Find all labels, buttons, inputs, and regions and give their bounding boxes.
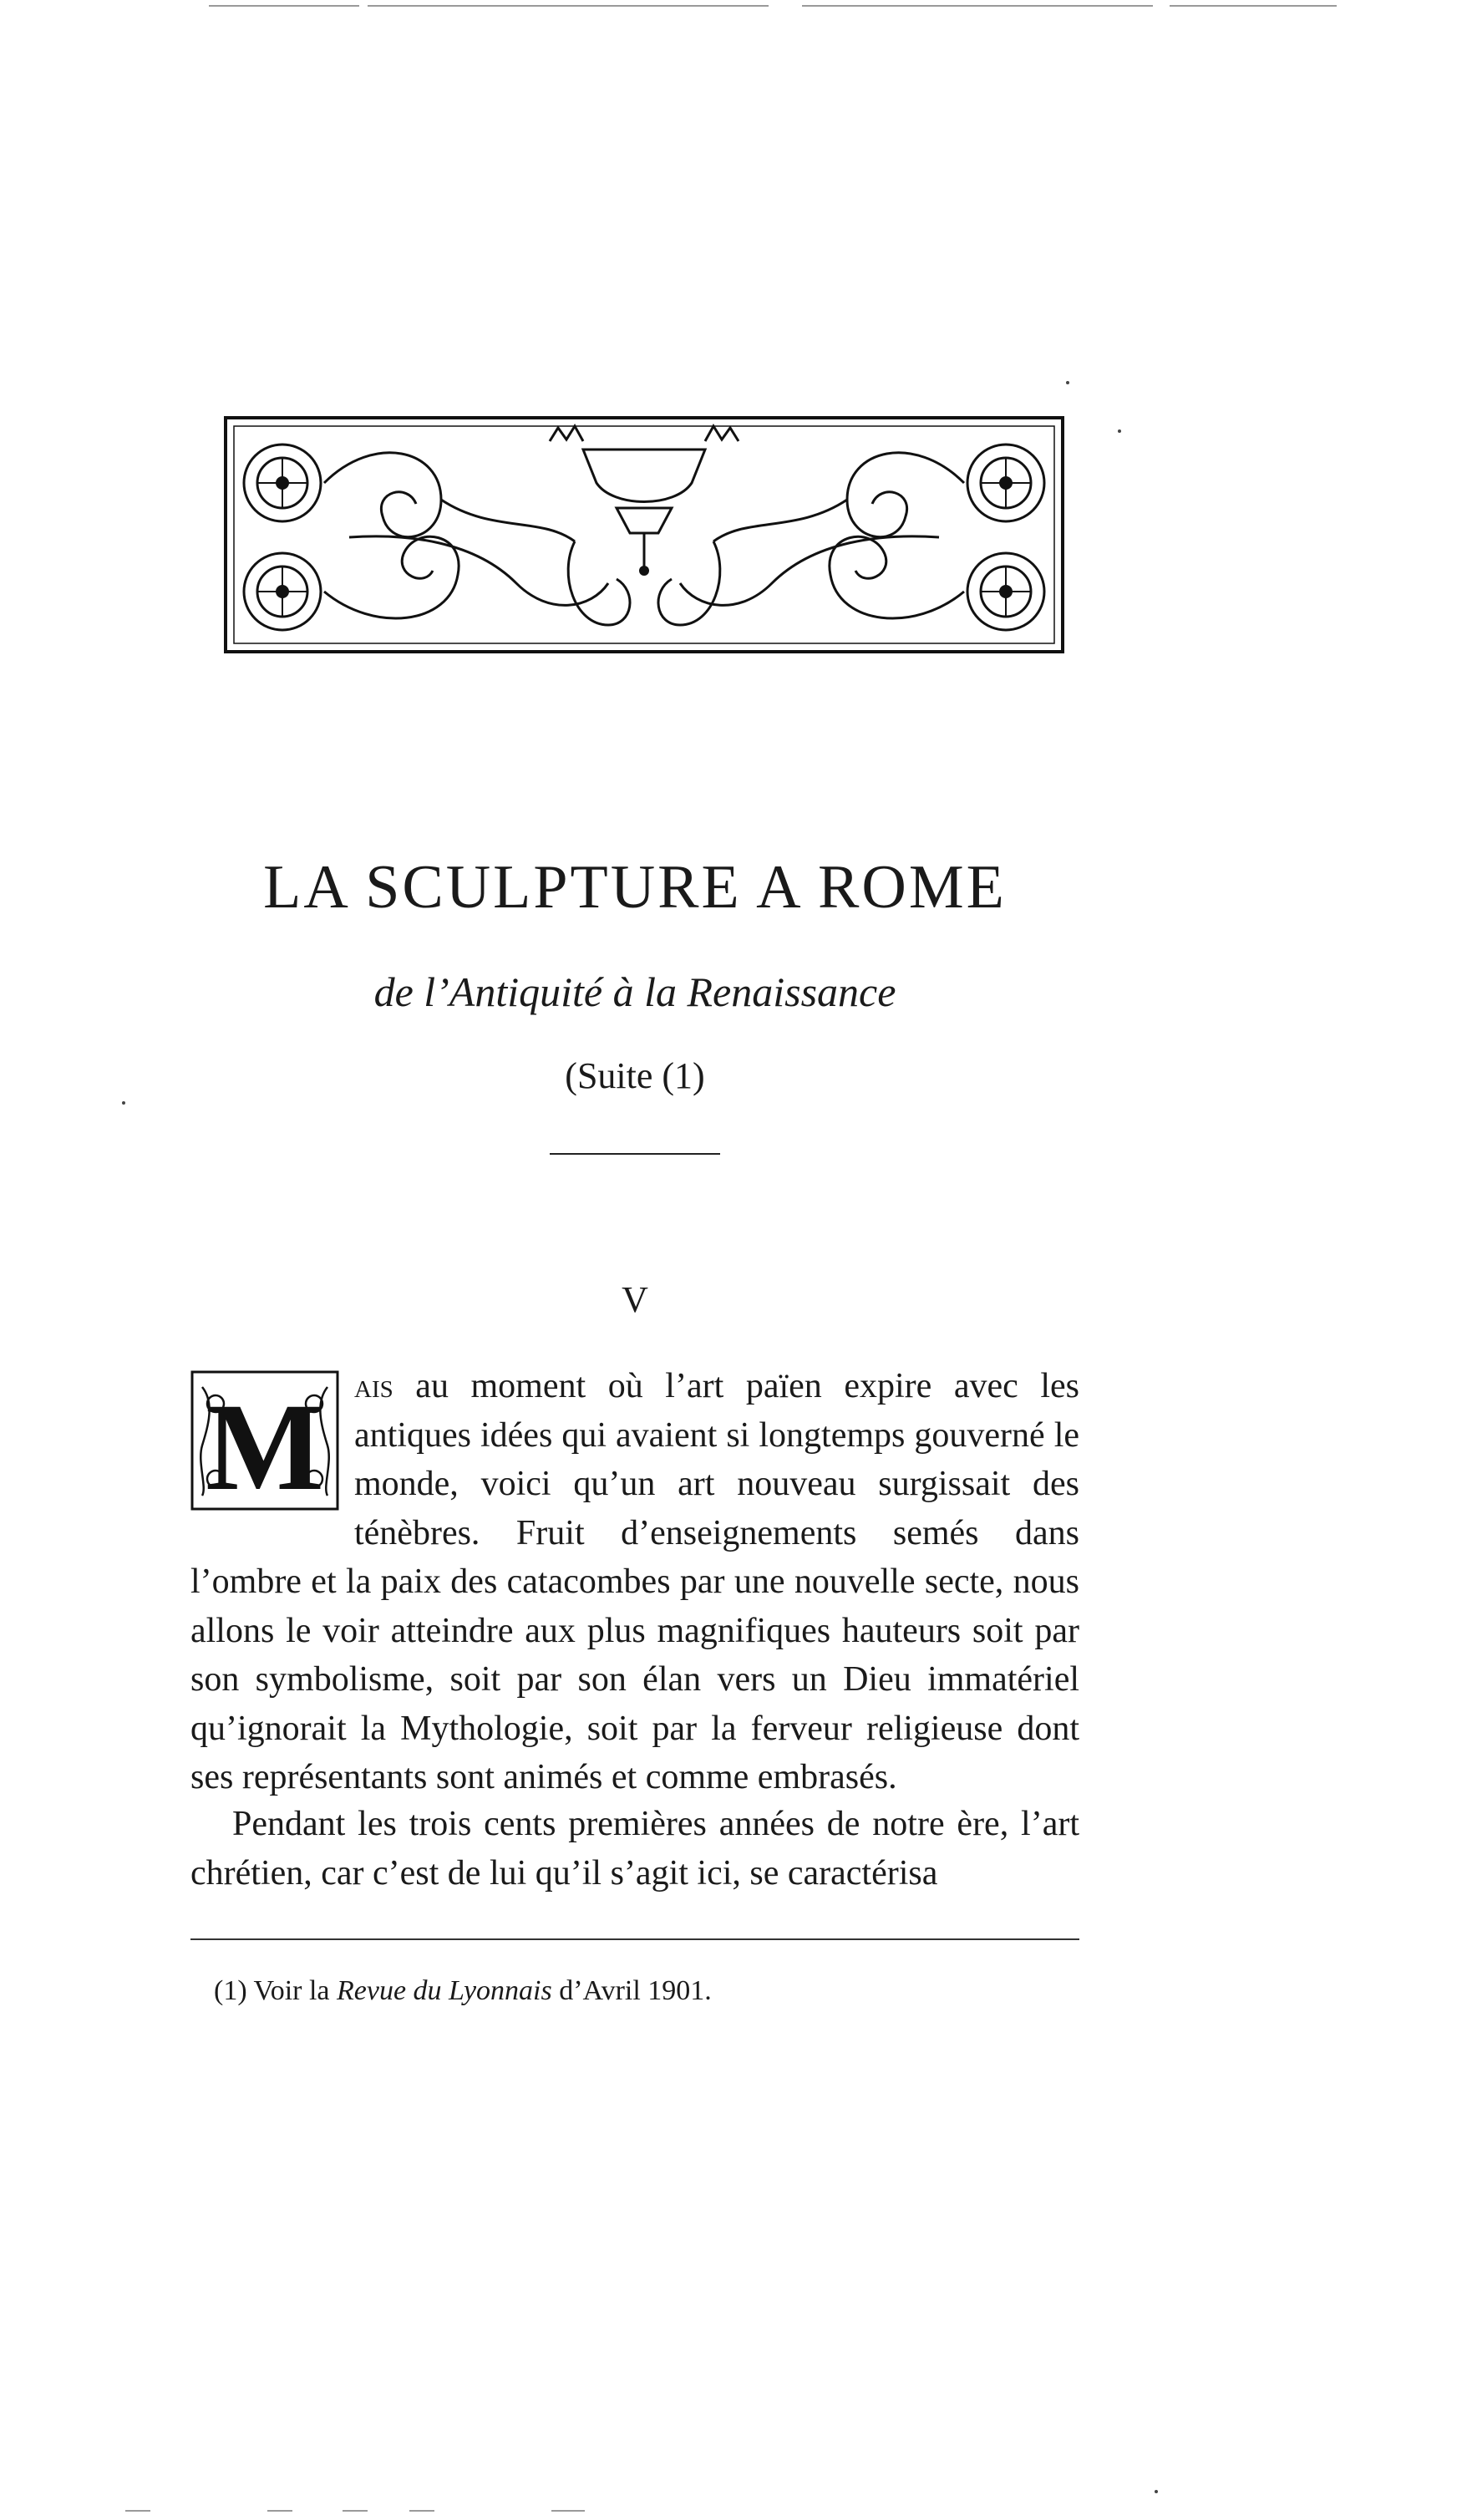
- footnote-publication: Revue du Lyonnais: [337, 1975, 552, 2006]
- section-number: V: [622, 1279, 648, 1320]
- scan-edge-top: [368, 5, 769, 7]
- scan-edge-bottom: [551, 2510, 585, 2512]
- footnote: [214, 1975, 712, 2007]
- footnote-suffix: d’Avril 1901.: [551, 1975, 712, 2006]
- page-title: LA SCULPTURE A ROME: [263, 853, 1007, 922]
- renaissance-scroll-ornament-icon: [224, 416, 1064, 653]
- scan-speck: [122, 1101, 125, 1105]
- paragraph-2: Pendant les trois cents premières années de notre ère, l’art chrétien, car c’est de lui qu’il s’agit ici, se caractérisa: [190, 1805, 1079, 1893]
- scan-speck: [1155, 2490, 1158, 2493]
- scan-speck: [1066, 381, 1069, 384]
- paragraph-1: [190, 1362, 1079, 1802]
- scan-edge-bottom: [125, 2510, 150, 2512]
- scan-edge-top: [1170, 5, 1337, 7]
- drop-cap-letter: M: [206, 1378, 324, 1511]
- scan-edge-top: [209, 5, 359, 7]
- footnote-prefix: (1) Voir la: [214, 1975, 338, 2006]
- scan-speck: [1118, 429, 1121, 433]
- scan-edge-bottom: [343, 2510, 368, 2512]
- title-divider: [550, 1153, 720, 1155]
- paragraph-1-text: au moment où l’art païen expire avec les antiques idées qui avaient si longtemps gouverné le monde, voici qu’un art nouveau surgissait des ténèbres. Fruit d’enseignements semés dans l’ombre et la paix des catacombes par une nouvelle secte, nous allons le voir atteindre aux plus magnifiques hauteurs soit par son symbolisme, soit par son élan vers un Dieu immatériel qu’ignorait la Mythologie, soit par la ferveur religieuse dont ses représentants sont animés et comme embrasés.: [190, 1367, 1079, 1796]
- scan-edge-bottom: [267, 2510, 292, 2512]
- scan-edge-bottom: [409, 2510, 434, 2512]
- footnote-divider: [190, 1938, 1079, 1940]
- continuation-note: (Suite (1): [565, 1055, 705, 1096]
- subtitle: de l’Antiquité à la Renaissance: [373, 968, 896, 1015]
- scan-edge-top: [802, 5, 1153, 7]
- ornate-letter-m-icon: [190, 1370, 339, 1511]
- lead-in-small-caps: ais: [354, 1367, 393, 1405]
